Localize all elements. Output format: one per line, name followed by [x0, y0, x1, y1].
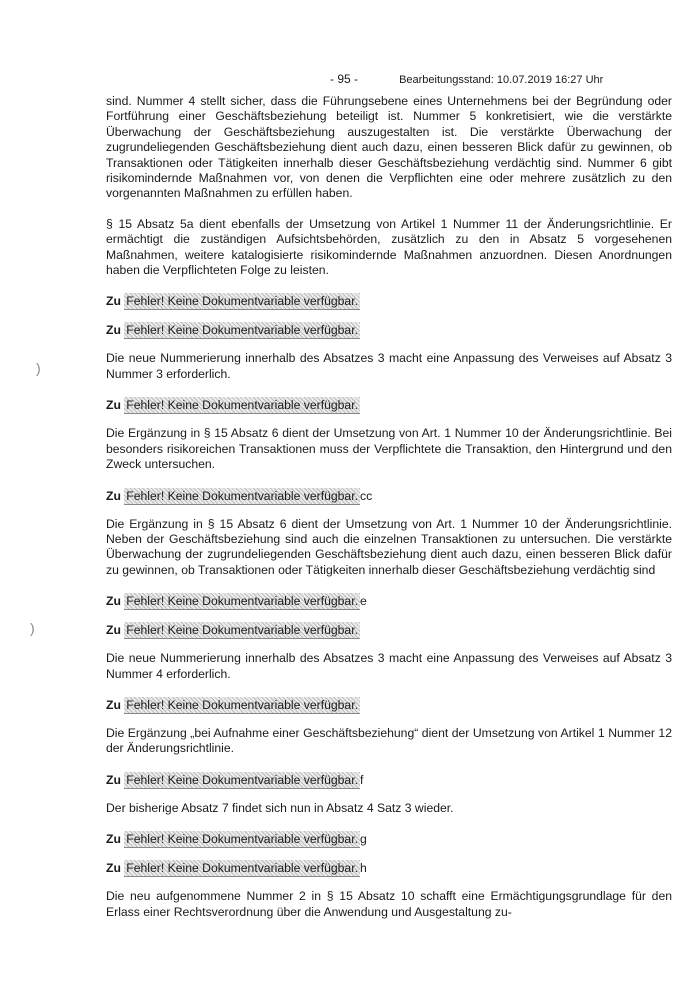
scan-mark: ) — [36, 360, 41, 376]
missing-variable-field: Fehler! Keine Dokumentvariable verfügbar. — [126, 398, 358, 413]
paragraph: Der bisherige Absatz 7 findet sich nun in Absatz 4 Satz 3 wieder. — [106, 800, 454, 815]
page-number: - 95 - — [330, 72, 359, 86]
missing-variable-field: Fehler! Keine Dokumentvariable verfügbar. — [126, 861, 358, 876]
section-heading: Zu Fehler! Keine Dokumentvariable verfügbar. f — [106, 772, 364, 787]
missing-variable-field: Fehler! Keine Dokumentvariable verfügbar. — [126, 594, 358, 609]
heading-prefix: Zu — [106, 623, 121, 638]
section-heading — [106, 622, 672, 638]
paragraph: Die neu aufgenommene Nummer 2 in § 15 Absatz 10 schafft eine Ermächtigungsgrundlage für den Erlass einer Rechtsverordnung über die Anwendung und Ausgestaltung zu- — [106, 889, 672, 919]
missing-variable-field: Fehler! Keine Dokumentvariable verfügbar. — [126, 623, 358, 638]
missing-variable-field: Fehler! Keine Dokumentvariable verfügbar. — [126, 772, 358, 787]
missing-variable-field: Fehler! Keine Dokumentvariable verfügbar. — [126, 323, 358, 338]
paragraph: Die Ergänzung „bei Aufnahme einer Geschäftsbeziehung“ dient der Umsetzung von Artikel 1 Nummer 12 der Änderungsrichtlinie. — [106, 725, 672, 756]
section-heading — [106, 322, 672, 338]
heading-prefix: Zu — [106, 488, 121, 503]
paragraph: sind. Nummer 4 stellt sicher, dass die Führungsebene eines Unternehmens bei der Begründung oder Fortführung einer Geschäftsbeziehung beteiligt ist. Nummer 5 konkretisiert, wie die verstärkte Überwachung der Geschäftsbeziehung auszugestalten ist. Die verstärkte Überwachung der zugrundeliegenden Geschäftsbeziehung dient auch dazu, einen besseren Blick dafür zu gewinnen, ob Transaktionen oder Tätigkeiten innerhalb dieser Geschäftsbeziehung verdächtig sind. Nummer 6 gibt risikomindernde Maßnahmen vor, von denen die Verpflichten eine oder mehrere zusätzlich zu den vorgenannten Maßnahmen zu erfüllen haben. — [106, 94, 672, 201]
heading-prefix: Zu — [106, 772, 121, 787]
heading-prefix: Zu — [106, 594, 121, 609]
section-heading — [106, 697, 672, 713]
section-heading: Zu Fehler! Keine Dokumentvariable verfügbar. g — [106, 832, 367, 847]
missing-variable-field: Fehler! Keine Dokumentvariable verfügbar. — [126, 697, 358, 712]
heading-prefix: Zu — [106, 697, 121, 712]
paragraph: Die Ergänzung in § 15 Absatz 6 dient der Umsetzung von Art. 1 Nummer 10 der Änderungsrichtlinie. Neben der Geschäftsbeziehung sind auch die einzelnen Transaktionen zu untersuchen. Die verstärkte Überwachung der zugrundeliegenden Geschäftsbeziehung dient auch dazu, einen besseren Blick dafür zu gewinnen, ob Transaktionen oder Tätigkeiten innerhalb dieser Geschäftsbeziehung verdächtig sind — [106, 516, 672, 577]
heading-prefix: Zu — [106, 398, 121, 413]
section-heading: Zu Fehler! Keine Dokumentvariable verfügbar. e — [106, 594, 367, 609]
paragraph: Die neue Nummerierung innerhalb des Absatzes 3 macht eine Anpassung des Verweises auf Absatz 3 Nummer 3 erforderlich. — [106, 351, 672, 381]
missing-variable-field: Fehler! Keine Dokumentvariable verfügbar. — [126, 294, 358, 309]
paragraph: § 15 Absatz 5a dient ebenfalls der Umsetzung von Artikel 1 Nummer 11 der Änderungsrichtlinie. Er ermächtigt die zuständigen Aufsichtsbehörden, zusätzlich zu den in Absatz 5 vorgesehenen Maßnahmen, weitere katalogisierte risikomindernde Maßnahmen anzuordnen. Diesen Anordnungen haben die Verpflichteten Folge zu leisten. — [106, 216, 672, 278]
section-heading: Zu Fehler! Keine Dokumentvariable verfügbar. cc — [106, 488, 373, 503]
heading-prefix: Zu — [106, 294, 121, 309]
document-body — [106, 94, 672, 935]
heading-prefix: Zu — [106, 861, 121, 876]
heading-prefix: Zu — [106, 832, 121, 847]
edit-status: Bearbeitungsstand: 10.07.2019 16:27 Uhr — [399, 74, 604, 86]
section-heading — [106, 293, 672, 309]
section-heading: Zu Fehler! Keine Dokumentvariable verfügbar. h — [106, 861, 367, 876]
paragraph: Die Ergänzung in § 15 Absatz 6 dient der Umsetzung von Art. 1 Nummer 10 der Änderungsrichtlinie. Bei besonders risikoreichen Transaktionen muss der Verpflichtete die Transaktion, den Hintergrund und den Zweck untersuchen. — [106, 426, 672, 472]
paragraph: Die neue Nummerierung innerhalb des Absatzes 3 macht eine Anpassung des Verweises auf Absatz 3 Nummer 4 erforderlich. — [106, 651, 672, 681]
missing-variable-field: Fehler! Keine Dokumentvariable verfügbar. — [126, 488, 358, 503]
heading-prefix: Zu — [106, 323, 121, 338]
scan-mark: ) — [30, 620, 35, 636]
page-header — [330, 72, 670, 86]
section-heading — [106, 397, 672, 413]
missing-variable-field: Fehler! Keine Dokumentvariable verfügbar. — [126, 832, 358, 847]
